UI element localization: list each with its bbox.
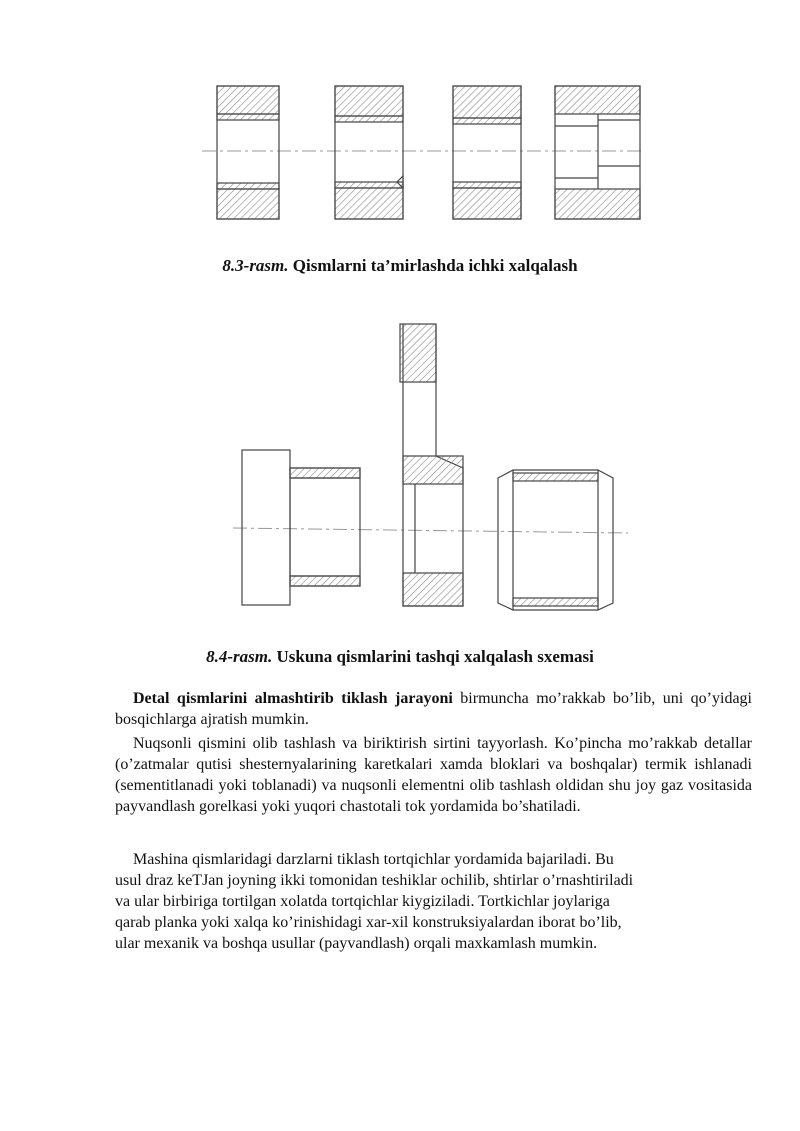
paragraph-1 (115, 688, 752, 730)
paragraph-1-bold: Detal qismlarini almashtirib tiklash jarayoni (133, 690, 453, 707)
center-line (233, 528, 628, 533)
paragraph-3 (115, 849, 752, 954)
paragraph-3-line: ular mexanik va boshqa usullar (payvandlash) orqali maxkamlash mumkin. (115, 935, 598, 952)
gear-disc (400, 324, 463, 606)
paragraph-3-line: usul draz keTJan joyning ikki tomonidan teshiklar ochilib, shtirlar o’rnashtiriladi (115, 872, 634, 889)
paragraph-1-text: birmuncha mo’rakkab bo’lib, uni qo’yidagi bosqichlarga ajratish mumkin. (115, 690, 752, 728)
shaft-with-ring (242, 450, 360, 605)
caption-text: Qismlarni ta’mirlashda ichki xalqalash (288, 256, 578, 275)
hollow-part-with-ring (498, 470, 613, 610)
paragraph-2: Nuqsonli qismini olib tashlash va biriktirish sirtini tayyorlash. Ko’pincha mo’rakkab detallar (o’zatmalar qutisi shesternyalarining karetkalari xamda bloklari va boshqalar) termik ishlanadi (sementitlanadi yoki toblanadi) va nuqsonli elementni olib tashlash oldidan shu joy gaz vositasida payvandlash gorelkasi yoki yuqori chastotali tok yordamida bo’shatiladi. (115, 735, 752, 815)
bushing-4 (555, 86, 640, 219)
bushing-1 (217, 86, 279, 219)
figure-8-3-drawing (190, 78, 650, 228)
bushing-3 (453, 86, 521, 219)
bushing-2 (335, 86, 403, 219)
figure-8-4-drawing (228, 318, 638, 618)
paragraph-3-line: va ular birbiriga tortilgan xolatda tortqichlar kiygiziladi. Tortkichlar joylariga (115, 893, 610, 910)
paragraph-3-line: Mashina qismlaridagi darzlarni tiklash tortqichlar yordamida bajariladi. Bu (133, 851, 614, 868)
figure-8-4-caption (0, 647, 800, 667)
figure-8-3-caption (0, 256, 800, 276)
caption-label: 8.3-rasm. (222, 256, 289, 275)
caption-text: Uskuna qismlarini tashqi xalqalash sxemasi (272, 647, 594, 666)
caption-label: 8.4-rasm. (206, 647, 273, 666)
paragraph-3-line: qarab planka yoki xalqa ko’rinishidagi xar-xil konstruksiyalardan iborat bo’lib, (115, 914, 622, 931)
